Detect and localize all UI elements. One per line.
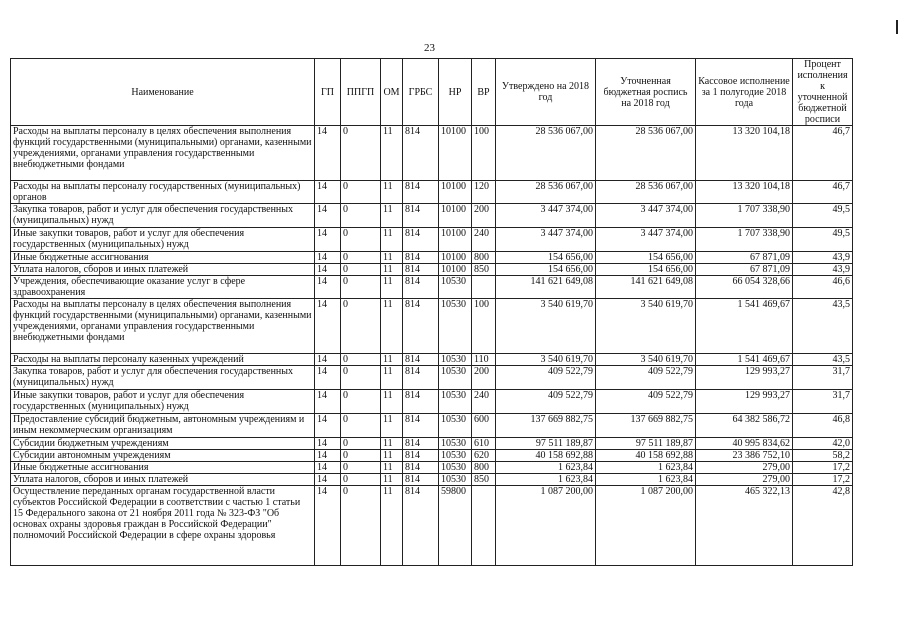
cell-ppgp: 0 xyxy=(341,486,381,566)
cell-om: 11 xyxy=(381,414,403,438)
cell-approved: 141 621 649,08 xyxy=(496,276,596,299)
cell-nr: 59800 xyxy=(439,486,472,566)
cell-vr: 800 xyxy=(472,462,496,474)
cell-om: 11 xyxy=(381,366,403,390)
cell-nr: 10530 xyxy=(439,450,472,462)
cell-name: Иные закупки товаров, работ и услуг для обеспечения государственных (муниципальных) нужд xyxy=(11,390,315,414)
table-row xyxy=(11,474,853,486)
cell-ppgp: 0 xyxy=(341,474,381,486)
cell-percent: 46,8 xyxy=(793,414,853,438)
cell-grbs: 814 xyxy=(403,474,439,486)
cell-vr: 850 xyxy=(472,264,496,276)
cell-grbs: 814 xyxy=(403,354,439,366)
cell-approved: 409 522,79 xyxy=(496,390,596,414)
header-gp: ГП xyxy=(315,59,341,126)
cell-om: 11 xyxy=(381,438,403,450)
cell-percent: 43,5 xyxy=(793,299,853,354)
cell-refined: 154 656,00 xyxy=(596,252,696,264)
cell-ppgp: 0 xyxy=(341,181,381,204)
cell-vr: 800 xyxy=(472,252,496,264)
cell-percent: 42,0 xyxy=(793,438,853,450)
cell-cash: 1 707 338,90 xyxy=(696,228,793,252)
cell-grbs: 814 xyxy=(403,264,439,276)
cell-refined: 3 447 374,00 xyxy=(596,204,696,228)
cell-vr: 620 xyxy=(472,450,496,462)
cell-nr: 10530 xyxy=(439,462,472,474)
header-nr: НР xyxy=(439,59,472,126)
cell-ppgp: 0 xyxy=(341,276,381,299)
cell-ppgp: 0 xyxy=(341,366,381,390)
table-row xyxy=(11,354,853,366)
cell-vr: 100 xyxy=(472,126,496,181)
cell-gp: 14 xyxy=(315,299,341,354)
cell-ppgp: 0 xyxy=(341,390,381,414)
cell-approved: 154 656,00 xyxy=(496,252,596,264)
cell-percent: 46,7 xyxy=(793,126,853,181)
cell-percent: 17,2 xyxy=(793,462,853,474)
cell-cash: 66 054 328,66 xyxy=(696,276,793,299)
page-number: 23 xyxy=(424,42,435,54)
cell-refined: 3 540 619,70 xyxy=(596,354,696,366)
table-row xyxy=(11,276,853,299)
cell-grbs: 814 xyxy=(403,204,439,228)
cell-name: Расходы на выплаты персоналу государственных (муниципальных) органов xyxy=(11,181,315,204)
cell-approved: 1 623,84 xyxy=(496,474,596,486)
cell-name: Осуществление переданных органам государственной власти субъектов Российской Федерации в соответствии с частью 1 статьи 15 Федерального закона от 21 ноября 2011 года № 323-ФЗ "Об основах охраны здоровья граждан в Российской Федерации" полномочий Российской Федерации в сфере охраны здоровья xyxy=(11,486,315,566)
cell-om: 11 xyxy=(381,299,403,354)
cell-nr: 10100 xyxy=(439,252,472,264)
header-percent: Процент исполнения к уточненной бюджетной росписи xyxy=(793,59,853,126)
cell-ppgp: 0 xyxy=(341,204,381,228)
header-om: ОМ xyxy=(381,59,403,126)
cell-vr: 100 xyxy=(472,299,496,354)
cell-grbs: 814 xyxy=(403,366,439,390)
cell-nr: 10530 xyxy=(439,366,472,390)
cell-refined: 137 669 882,75 xyxy=(596,414,696,438)
cell-cash: 1 707 338,90 xyxy=(696,204,793,228)
cell-vr: 600 xyxy=(472,414,496,438)
cell-om: 11 xyxy=(381,264,403,276)
cell-refined: 1 623,84 xyxy=(596,462,696,474)
cell-cash: 1 541 469,67 xyxy=(696,354,793,366)
cell-nr: 10530 xyxy=(439,474,472,486)
table-row xyxy=(11,450,853,462)
table-body xyxy=(11,126,853,566)
cell-refined: 28 536 067,00 xyxy=(596,181,696,204)
cell-grbs: 814 xyxy=(403,414,439,438)
cell-ppgp: 0 xyxy=(341,299,381,354)
cell-grbs: 814 xyxy=(403,438,439,450)
cell-nr: 10100 xyxy=(439,264,472,276)
header-name: Наименование xyxy=(11,59,315,126)
table-row xyxy=(11,252,853,264)
cell-om: 11 xyxy=(381,276,403,299)
header-approved: Утверждено на 2018 год xyxy=(496,59,596,126)
cell-percent: 49,5 xyxy=(793,204,853,228)
table-row xyxy=(11,462,853,474)
cell-approved: 28 536 067,00 xyxy=(496,126,596,181)
cell-cash: 279,00 xyxy=(696,462,793,474)
cell-refined: 154 656,00 xyxy=(596,264,696,276)
cell-nr: 10530 xyxy=(439,414,472,438)
cell-gp: 14 xyxy=(315,228,341,252)
cell-gp: 14 xyxy=(315,204,341,228)
cell-om: 11 xyxy=(381,354,403,366)
cell-ppgp: 0 xyxy=(341,264,381,276)
cell-refined: 409 522,79 xyxy=(596,366,696,390)
cell-approved: 1 623,84 xyxy=(496,462,596,474)
cell-grbs: 814 xyxy=(403,450,439,462)
cell-vr: 120 xyxy=(472,181,496,204)
cell-refined: 409 522,79 xyxy=(596,390,696,414)
cell-refined: 141 621 649,08 xyxy=(596,276,696,299)
cell-refined: 28 536 067,00 xyxy=(596,126,696,181)
cell-percent: 43,5 xyxy=(793,354,853,366)
cell-name: Уплата налогов, сборов и иных платежей xyxy=(11,474,315,486)
header-vr: ВР xyxy=(472,59,496,126)
budget-table xyxy=(10,58,853,566)
cell-om: 11 xyxy=(381,450,403,462)
cell-approved: 409 522,79 xyxy=(496,366,596,390)
cell-vr: 610 xyxy=(472,438,496,450)
cell-cash: 1 541 469,67 xyxy=(696,299,793,354)
header-refined: Уточненная бюджетная роспись на 2018 год xyxy=(596,59,696,126)
cell-om: 11 xyxy=(381,462,403,474)
cell-percent: 42,8 xyxy=(793,486,853,566)
cell-percent: 43,9 xyxy=(793,252,853,264)
cell-percent: 58,2 xyxy=(793,450,853,462)
cell-vr: 850 xyxy=(472,474,496,486)
cell-cash: 23 386 752,10 xyxy=(696,450,793,462)
cell-ppgp: 0 xyxy=(341,438,381,450)
cell-om: 11 xyxy=(381,204,403,228)
cell-percent: 46,6 xyxy=(793,276,853,299)
cell-grbs: 814 xyxy=(403,299,439,354)
cell-gp: 14 xyxy=(315,390,341,414)
cell-refined: 1 623,84 xyxy=(596,474,696,486)
cell-approved: 154 656,00 xyxy=(496,264,596,276)
cell-approved: 3 447 374,00 xyxy=(496,228,596,252)
table-row xyxy=(11,264,853,276)
cell-nr: 10100 xyxy=(439,126,472,181)
cell-gp: 14 xyxy=(315,252,341,264)
cell-nr: 10100 xyxy=(439,228,472,252)
cell-name: Учреждения, обеспечивающие оказание услуг в сфере здравоохранения xyxy=(11,276,315,299)
cell-approved: 28 536 067,00 xyxy=(496,181,596,204)
table-row xyxy=(11,366,853,390)
cell-ppgp: 0 xyxy=(341,252,381,264)
cell-grbs: 814 xyxy=(403,276,439,299)
cell-percent: 31,7 xyxy=(793,390,853,414)
cell-gp: 14 xyxy=(315,414,341,438)
cell-vr xyxy=(472,276,496,299)
cell-percent: 46,7 xyxy=(793,181,853,204)
cell-om: 11 xyxy=(381,486,403,566)
cell-name: Закупка товаров, работ и услуг для обеспечения государственных (муниципальных) нужд xyxy=(11,366,315,390)
cell-refined: 40 158 692,88 xyxy=(596,450,696,462)
cell-grbs: 814 xyxy=(403,181,439,204)
cell-name: Расходы на выплаты персоналу казенных учреждений xyxy=(11,354,315,366)
cell-refined: 1 087 200,00 xyxy=(596,486,696,566)
cell-om: 11 xyxy=(381,474,403,486)
cell-cash: 67 871,09 xyxy=(696,252,793,264)
table-row xyxy=(11,228,853,252)
cell-cash: 13 320 104,18 xyxy=(696,126,793,181)
cell-refined: 3 540 619,70 xyxy=(596,299,696,354)
cell-ppgp: 0 xyxy=(341,462,381,474)
table-row xyxy=(11,126,853,181)
cell-percent: 17,2 xyxy=(793,474,853,486)
cell-cash: 67 871,09 xyxy=(696,264,793,276)
cell-name: Расходы на выплаты персоналу в целях обеспечения выполнения функций государственными (муниципальными) органами, казенными учреждениями, органами управления государственными внебюджетными фондами xyxy=(11,299,315,354)
edge-mark xyxy=(896,20,898,34)
cell-cash: 279,00 xyxy=(696,474,793,486)
cell-percent: 31,7 xyxy=(793,366,853,390)
cell-grbs: 814 xyxy=(403,390,439,414)
cell-cash: 13 320 104,18 xyxy=(696,181,793,204)
cell-refined: 3 447 374,00 xyxy=(596,228,696,252)
cell-vr xyxy=(472,486,496,566)
cell-gp: 14 xyxy=(315,450,341,462)
cell-grbs: 814 xyxy=(403,228,439,252)
cell-name: Уплата налогов, сборов и иных платежей xyxy=(11,264,315,276)
cell-ppgp: 0 xyxy=(341,228,381,252)
cell-nr: 10530 xyxy=(439,438,472,450)
cell-name: Предоставление субсидий бюджетным, автономным учреждениям и иным некоммерческим организациям xyxy=(11,414,315,438)
table-row xyxy=(11,438,853,450)
cell-cash: 64 382 586,72 xyxy=(696,414,793,438)
cell-gp: 14 xyxy=(315,264,341,276)
cell-vr: 240 xyxy=(472,228,496,252)
cell-approved: 97 511 189,87 xyxy=(496,438,596,450)
cell-om: 11 xyxy=(381,252,403,264)
table-row xyxy=(11,390,853,414)
cell-nr: 10100 xyxy=(439,181,472,204)
cell-gp: 14 xyxy=(315,354,341,366)
cell-gp: 14 xyxy=(315,474,341,486)
header-cash: Кассовое исполнение за 1 полугодие 2018 года xyxy=(696,59,793,126)
cell-gp: 14 xyxy=(315,462,341,474)
cell-cash: 40 995 834,62 xyxy=(696,438,793,450)
cell-approved: 3 540 619,70 xyxy=(496,299,596,354)
cell-ppgp: 0 xyxy=(341,354,381,366)
cell-om: 11 xyxy=(381,390,403,414)
cell-nr: 10530 xyxy=(439,354,472,366)
table-row xyxy=(11,486,853,566)
cell-nr: 10530 xyxy=(439,276,472,299)
cell-grbs: 814 xyxy=(403,126,439,181)
cell-name: Расходы на выплаты персоналу в целях обеспечения выполнения функций государственными (муниципальными) органами, казенными учреждениями, органами управления государственными внебюджетными фондами xyxy=(11,126,315,181)
cell-approved: 3 447 374,00 xyxy=(496,204,596,228)
cell-gp: 14 xyxy=(315,438,341,450)
table-row xyxy=(11,299,853,354)
cell-approved: 40 158 692,88 xyxy=(496,450,596,462)
cell-name: Закупка товаров, работ и услуг для обеспечения государственных (муниципальных) нужд xyxy=(11,204,315,228)
cell-gp: 14 xyxy=(315,366,341,390)
cell-vr: 240 xyxy=(472,390,496,414)
cell-percent: 49,5 xyxy=(793,228,853,252)
cell-cash: 129 993,27 xyxy=(696,390,793,414)
table-row xyxy=(11,204,853,228)
cell-approved: 1 087 200,00 xyxy=(496,486,596,566)
cell-vr: 200 xyxy=(472,366,496,390)
cell-om: 11 xyxy=(381,126,403,181)
cell-nr: 10100 xyxy=(439,204,472,228)
cell-name: Субсидии автономным учреждениям xyxy=(11,450,315,462)
cell-percent: 43,9 xyxy=(793,264,853,276)
cell-gp: 14 xyxy=(315,486,341,566)
cell-grbs: 814 xyxy=(403,252,439,264)
cell-name: Иные бюджетные ассигнования xyxy=(11,252,315,264)
cell-gp: 14 xyxy=(315,276,341,299)
cell-om: 11 xyxy=(381,228,403,252)
cell-approved: 137 669 882,75 xyxy=(496,414,596,438)
header-row xyxy=(11,59,853,126)
cell-approved: 3 540 619,70 xyxy=(496,354,596,366)
cell-gp: 14 xyxy=(315,126,341,181)
cell-grbs: 814 xyxy=(403,486,439,566)
cell-name: Иные бюджетные ассигнования xyxy=(11,462,315,474)
cell-refined: 97 511 189,87 xyxy=(596,438,696,450)
cell-vr: 110 xyxy=(472,354,496,366)
cell-name: Субсидии бюджетным учреждениям xyxy=(11,438,315,450)
table-row xyxy=(11,181,853,204)
header-ppgp: ППГП xyxy=(341,59,381,126)
cell-ppgp: 0 xyxy=(341,450,381,462)
cell-grbs: 814 xyxy=(403,462,439,474)
cell-cash: 129 993,27 xyxy=(696,366,793,390)
cell-nr: 10530 xyxy=(439,299,472,354)
table-row xyxy=(11,414,853,438)
cell-vr: 200 xyxy=(472,204,496,228)
cell-gp: 14 xyxy=(315,181,341,204)
cell-ppgp: 0 xyxy=(341,414,381,438)
cell-name: Иные закупки товаров, работ и услуг для обеспечения государственных (муниципальных) нужд xyxy=(11,228,315,252)
header-grbs: ГРБС xyxy=(403,59,439,126)
cell-nr: 10530 xyxy=(439,390,472,414)
cell-om: 11 xyxy=(381,181,403,204)
cell-cash: 465 322,13 xyxy=(696,486,793,566)
cell-ppgp: 0 xyxy=(341,126,381,181)
